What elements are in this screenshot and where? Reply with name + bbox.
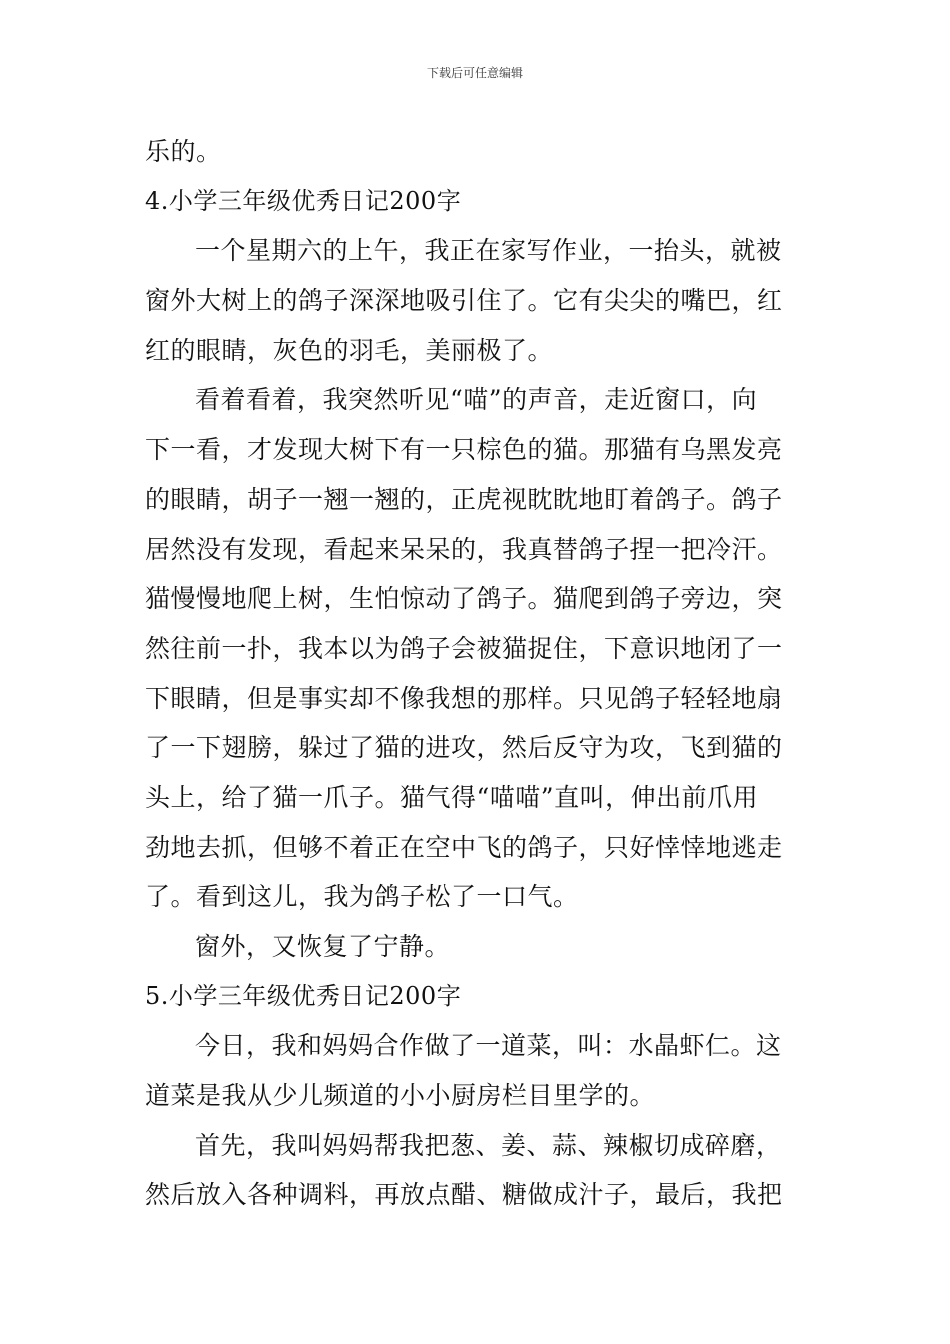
paragraph-line: 头上，给了猫一爪子。猫气得“喵喵”直叫，伸出前爪用 xyxy=(145,782,759,812)
paragraph-line: 然往前一扑，我本以为鸽子会被猫捉住，下意识地闭了一 xyxy=(145,633,783,663)
paragraph-line: 窗外，又恢复了宁静。 xyxy=(195,932,451,961)
paragraph-line: 居然没有发现，看起来呆呆的，我真替鸽子捏一把冷汗。 xyxy=(145,534,783,564)
paragraph-line: 窗外大树上的鸽子深深地吸引住了。它有尖尖的嘴巴，红 xyxy=(145,286,783,316)
section-heading: 5.小学三年级优秀日记200字 xyxy=(145,981,462,1010)
paragraph-line: 看着看着，我突然听见“喵”的声音，走近窗口，向 xyxy=(195,385,758,415)
paragraph-line: 了。看到这儿，我为鸽子松了一口气。 xyxy=(145,882,579,912)
paragraph-line: 猫慢慢地爬上树，生怕惊动了鸽子。猫爬到鸽子旁边，突 xyxy=(145,584,783,614)
paragraph-line: 乐的。 xyxy=(145,137,222,166)
paragraph-line: 一个星期六的上午，我正在家写作业，一抬头，就被 xyxy=(195,236,782,266)
paragraph-line: 红的眼睛，灰色的羽毛，美丽极了。 xyxy=(145,335,554,365)
paragraph-line: 的眼睛，胡子一翘一翘的，正虎视眈眈地盯着鸽子。鸽子 xyxy=(145,484,783,514)
paragraph-line: 今日，我和妈妈合作做了一道菜，叫：水晶虾仁。这 xyxy=(195,1031,782,1061)
paragraph-line: 首先，我叫妈妈帮我把葱、姜、蒜、辣椒切成碎磨， xyxy=(195,1130,782,1160)
paragraph-line: 下眼睛，但是事实却不像我想的那样。只见鸽子轻轻地扇 xyxy=(145,683,783,713)
paragraph-line: 了一下翅膀，躲过了猫的进攻，然后反守为攻，飞到猫的 xyxy=(145,733,783,763)
paragraph-line: 道菜是我从少儿频道的小小厨房栏目里学的。 xyxy=(145,1081,656,1111)
document-body xyxy=(145,127,810,1220)
paragraph-line: 劲地去抓，但够不着正在空中飞的鸽子，只好悻悻地逃走 xyxy=(145,832,783,862)
paragraph-line: 下一看，才发现大树下有一只棕色的猫。那猫有乌黑发亮 xyxy=(145,435,783,465)
paragraph-line: 然后放入各种调料，再放点醋、糖做成汁子，最后，我把 xyxy=(145,1180,783,1210)
section-heading: 4.小学三年级优秀日记200字 xyxy=(145,186,462,215)
page-header: 下载后可任意编辑 xyxy=(426,66,523,80)
